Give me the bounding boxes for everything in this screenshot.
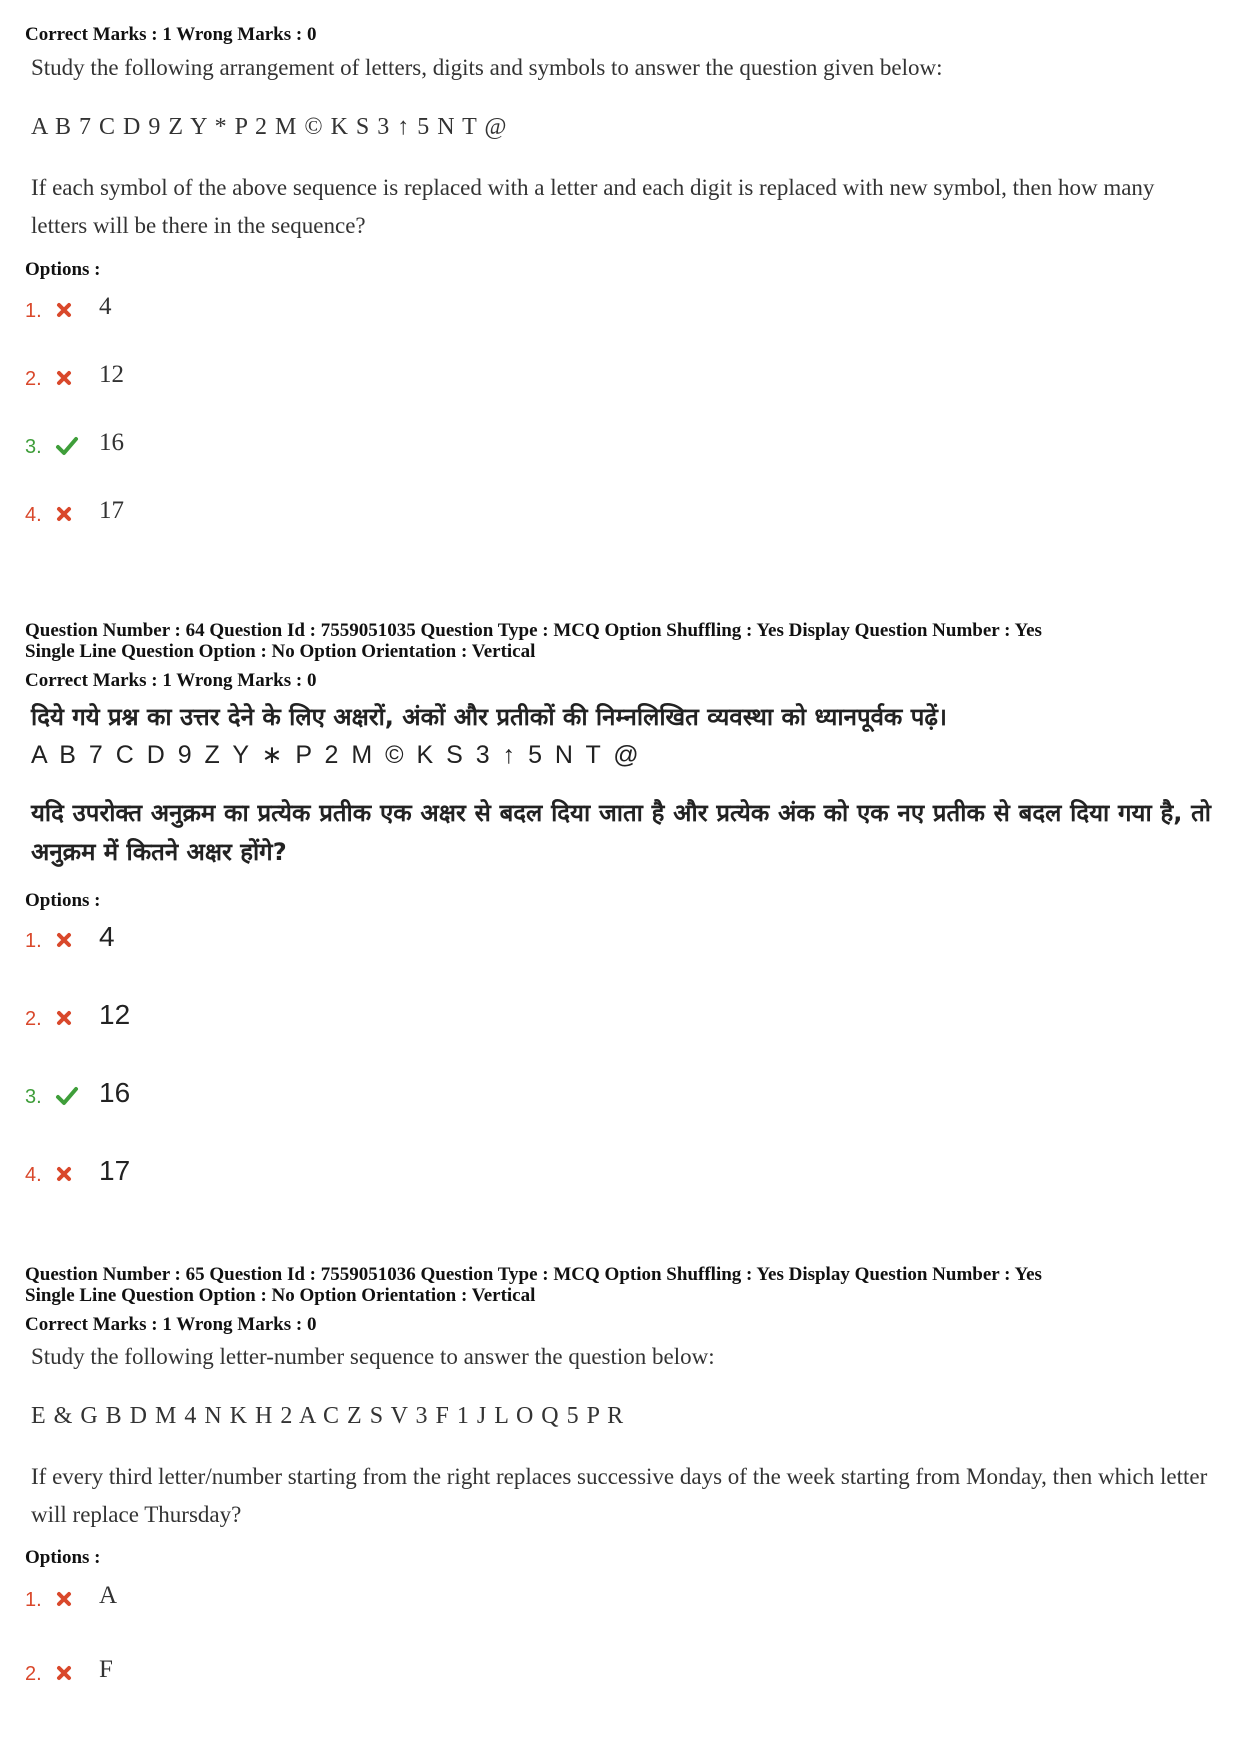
cross-icon	[55, 366, 85, 390]
question-sequence: A B 7 C D 9 Z Y ∗ P 2 M © K S 3 ↑ 5 N T @	[31, 741, 642, 769]
option-value: 17	[99, 497, 124, 524]
option-value: 4	[99, 921, 115, 952]
question-text: यदि उपरोक्त अनुक्रम का प्रत्येक प्रतीक एक अक्षर से बदल दिया जाता है और प्रत्येक अंक को एक नए प्रतीक से बदल दिया गया है, तो अनुक्रम में कितने अक्षर होंगे?	[31, 799, 1211, 866]
option-3	[25, 424, 124, 458]
question-meta: Question Number : 64 Question Id : 7559051035 Question Type : MCQ Option Shuffling : Yes Display Question Number : Yes	[25, 620, 1042, 641]
option-number: 2.	[25, 1663, 42, 1685]
question-sequence: A B 7 C D 9 Z Y * P 2 M © K S 3 ↑ 5 N T @	[31, 114, 508, 140]
option-4	[25, 1152, 130, 1186]
question-text: If each symbol of the above sequence is replaced with a letter and each digit is replaced with new symbol, then how many letters will be there in the sequence?	[31, 175, 1155, 238]
option-value: A	[99, 1582, 118, 1609]
cross-icon	[55, 928, 85, 952]
cross-icon	[55, 1006, 85, 1030]
cross-icon	[55, 1587, 85, 1611]
options-label: Options :	[25, 890, 101, 911]
option-number: 1.	[25, 300, 42, 322]
check-icon	[55, 434, 85, 458]
option-number: 3.	[25, 1086, 42, 1108]
option-number: 4.	[25, 504, 42, 526]
question-instruction: Study the following letter-number sequence to answer the question below:	[31, 1344, 715, 1369]
cross-icon	[55, 1661, 85, 1685]
cross-icon	[55, 298, 85, 322]
option-value: 16	[99, 429, 124, 456]
question-meta-options: Single Line Question Option : No Option Orientation : Vertical	[25, 641, 536, 662]
question-meta-options: Single Line Question Option : No Option Orientation : Vertical	[25, 1285, 536, 1306]
options-label: Options :	[25, 1547, 101, 1568]
question-meta: Question Number : 65 Question Id : 7559051036 Question Type : MCQ Option Shuffling : Yes Display Question Number : Yes	[25, 1264, 1042, 1285]
option-1	[25, 288, 112, 322]
option-number: 2.	[25, 1008, 42, 1030]
cross-icon	[55, 502, 85, 526]
question-instruction: Study the following arrangement of letters, digits and symbols to answer the question given below:	[31, 55, 943, 80]
question-sequence: E & G B D M 4 N K H 2 A C Z S V 3 F 1 J L O Q 5 P R	[31, 1403, 625, 1429]
option-2	[25, 996, 130, 1030]
cross-icon	[55, 1162, 85, 1186]
option-2	[25, 356, 124, 390]
option-1	[25, 918, 115, 952]
option-number: 1.	[25, 1589, 42, 1611]
question-text: If every third letter/number starting from the right replaces successive days of the week starting from Monday, then which letter will replace Thursday?	[31, 1464, 1208, 1527]
check-icon	[55, 1084, 85, 1108]
option-number: 2.	[25, 368, 42, 390]
option-value: 4	[99, 293, 112, 320]
marks-line: Correct Marks : 1 Wrong Marks : 0	[25, 1314, 317, 1335]
option-number: 1.	[25, 930, 42, 952]
marks-line: Correct Marks : 1 Wrong Marks : 0	[25, 670, 317, 691]
option-4	[25, 492, 124, 526]
option-number: 3.	[25, 436, 42, 458]
option-value: 16	[99, 1077, 131, 1108]
option-number: 4.	[25, 1164, 42, 1186]
option-1	[25, 1577, 117, 1611]
option-2	[25, 1651, 113, 1685]
option-value: F	[99, 1656, 113, 1683]
option-3	[25, 1074, 130, 1108]
option-value: 12	[99, 999, 131, 1030]
marks-line: Correct Marks : 1 Wrong Marks : 0	[25, 24, 317, 45]
option-value: 17	[99, 1155, 131, 1186]
question-instruction: दिये गये प्रश्न का उत्तर देने के लिए अक्षरों, अंकों और प्रतीकों की निम्नलिखित व्यवस्था को ध्यानपूर्वक पढ़ें।	[31, 703, 947, 731]
option-value: 12	[99, 361, 124, 388]
options-label: Options :	[25, 259, 101, 280]
